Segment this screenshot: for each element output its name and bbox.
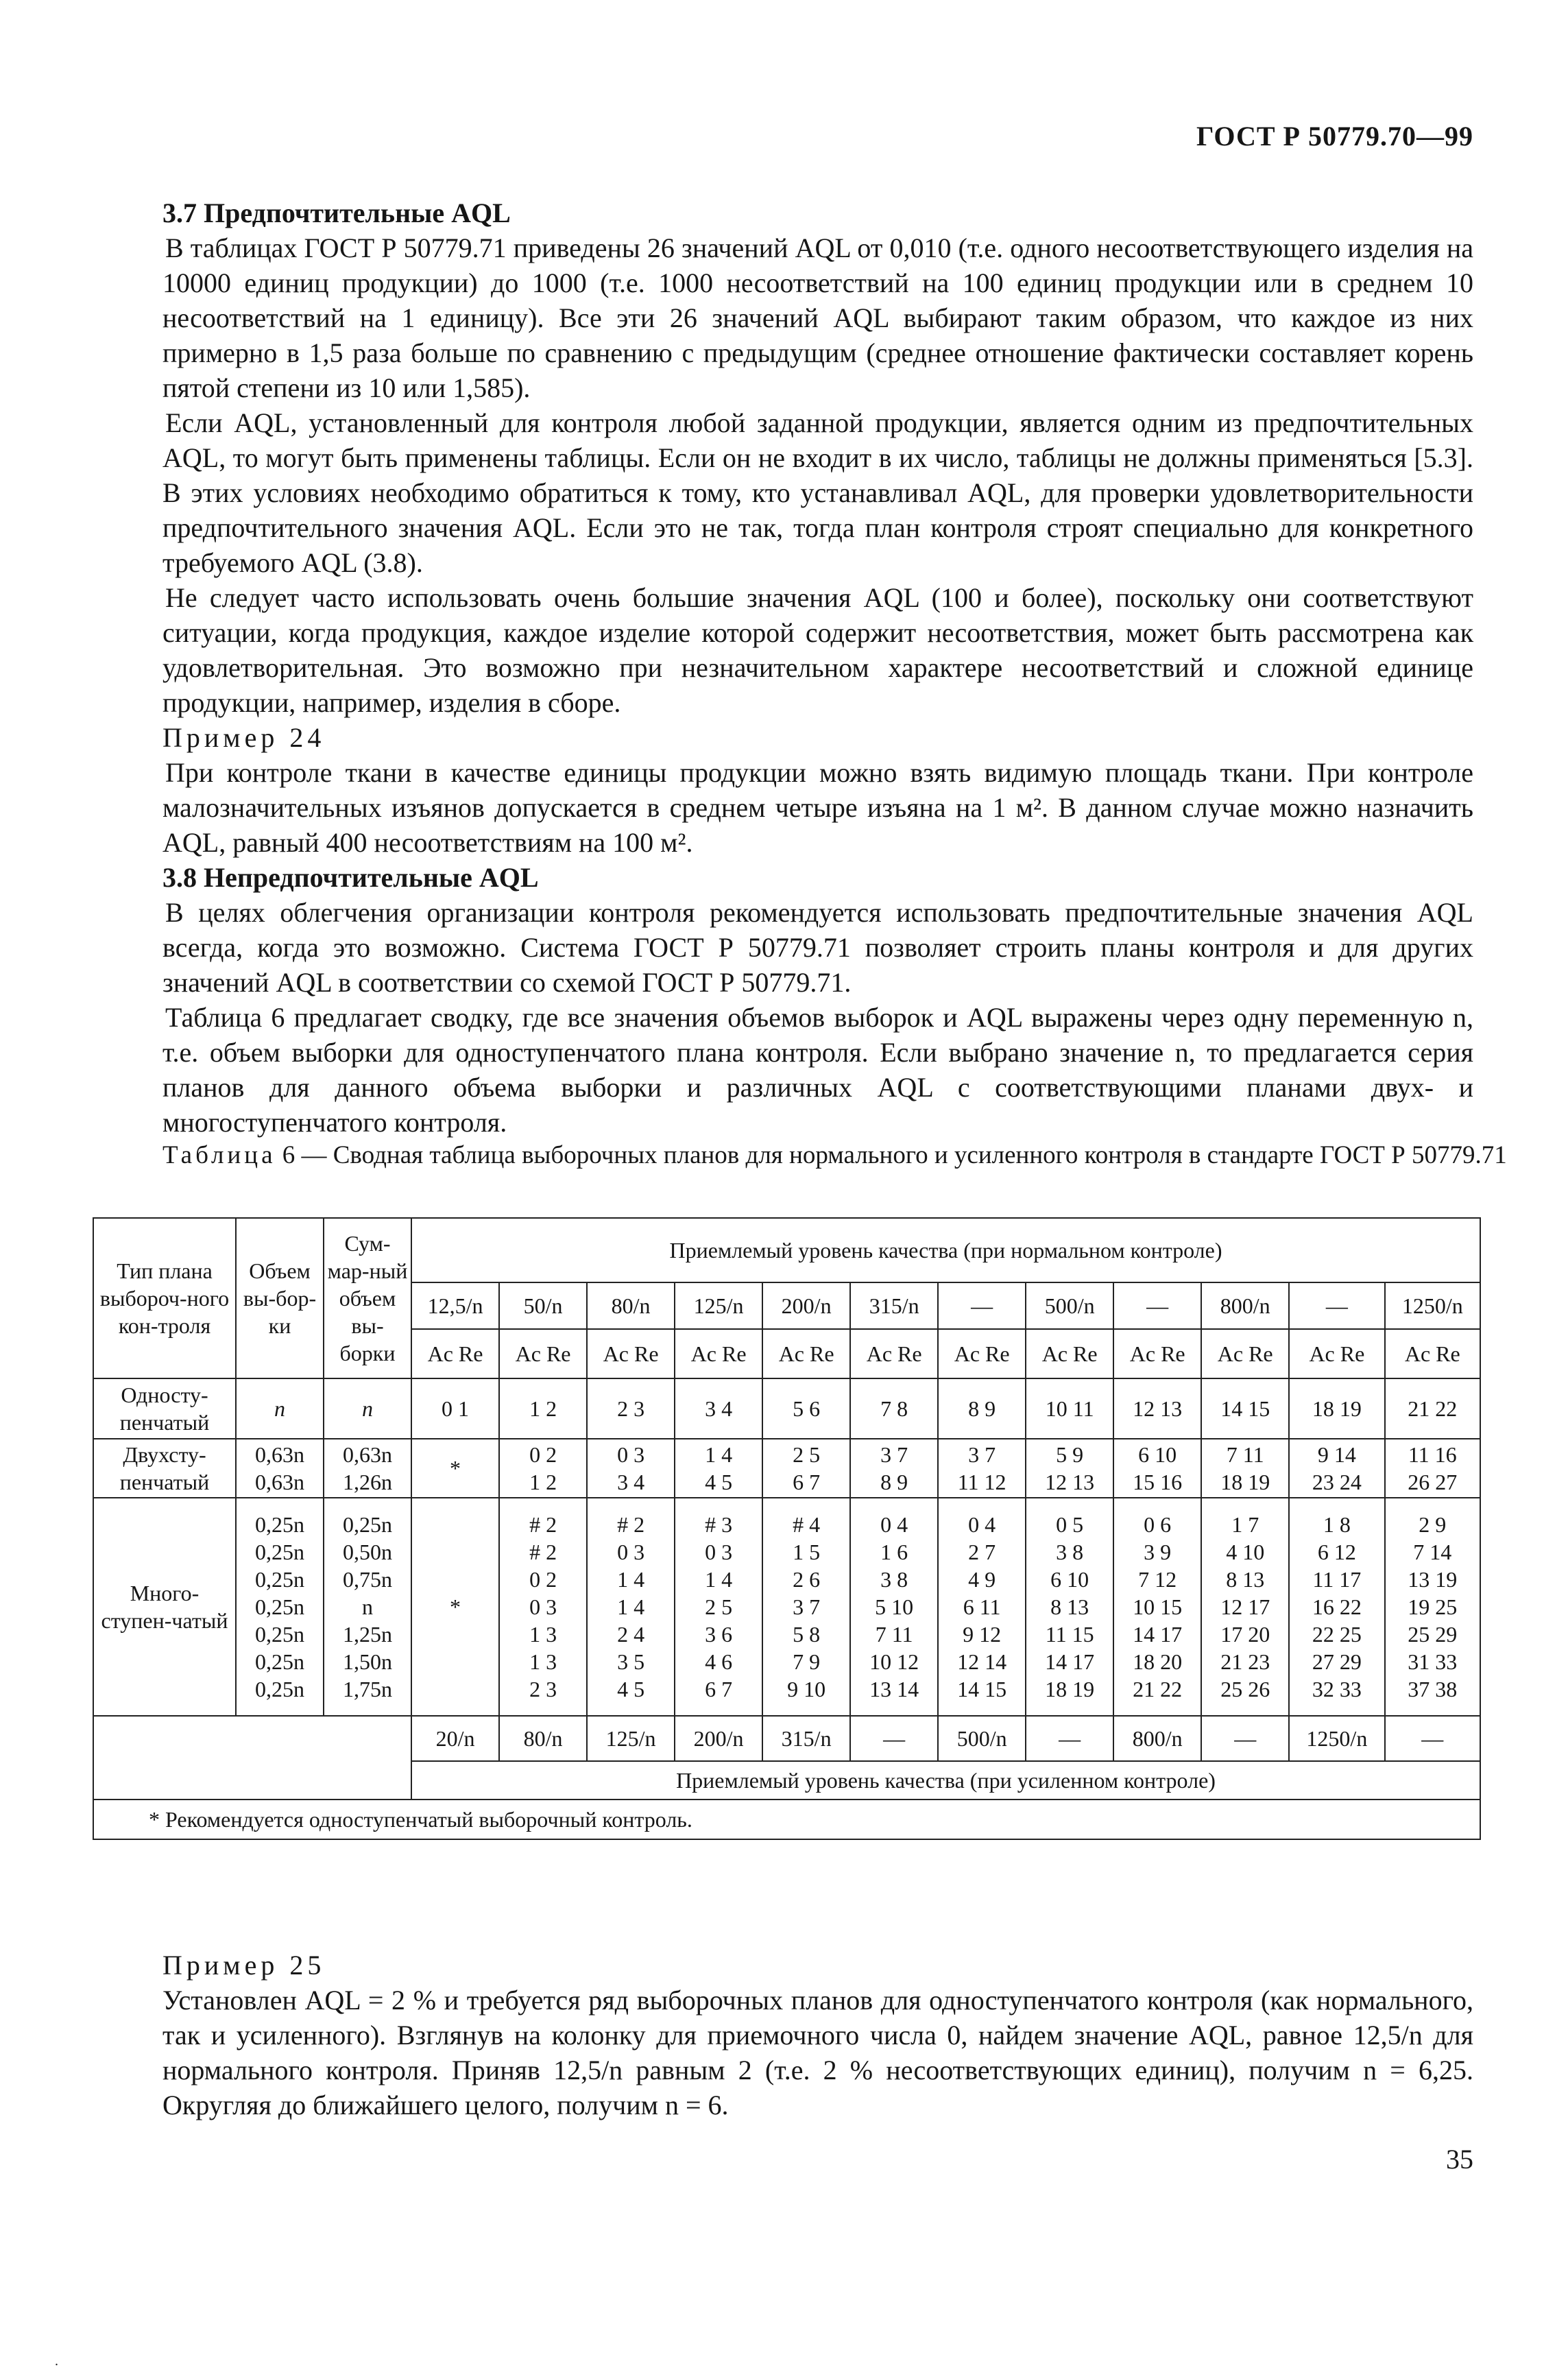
acre-header-cell: Ac Re xyxy=(850,1329,938,1378)
tightened-aql-cell: 500/n xyxy=(938,1716,1026,1761)
example-25 xyxy=(162,1948,1473,2123)
tightened-aql-cell: 315/n xyxy=(762,1716,850,1761)
normal-aql-cell: 125/n xyxy=(675,1282,762,1329)
paragraph: Установлен AQL = 2 % и требуется ряд выборочных планов для одноступенчатого контроля (как нормального, так и усиленного). Взглянув на колонку для приемочного числа 0, найдем значение AQL, равное 12,5/n для нормального контроля. Приняв 12,5/n равным 2 (т.е. 2 % несоответствующих единиц), получим n = 6,25. Округляя до ближайшего целого, получим n = 6. xyxy=(162,1985,1473,2120)
tightened-aql-cell: — xyxy=(1201,1716,1289,1761)
normal-aql-cell: — xyxy=(938,1282,1026,1329)
acre-header-cell: Ac Re xyxy=(1026,1329,1113,1378)
acre-value-cell: 3 4 xyxy=(675,1378,762,1439)
paragraph: Таблица 6 предлагает сводку, где все значения объемов выборок и AQL выражены через одну переменную n, т.е. объем выборки для одноступенчатого плана контроля. Если выбрано значение n, то предлагается серия планов для данного объема выборки и различных AQL с соответствующими планами двух- и многоступенчатого контроля. xyxy=(162,1002,1473,1138)
header-plan-type: Тип плана выбороч-ного кон-троля xyxy=(93,1218,236,1378)
acre-value-cell: 10 11 xyxy=(1026,1378,1113,1439)
paragraph: В таблицах ГОСТ Р 50779.71 приведены 26 значений AQL от 0,010 (т.е. одного несоответствующего изделия на 10000 единиц продукции) до 1000 (т.е. 1000 несоответствий на 100 единиц продукции или в среднем 10 несоответствий на 1 единицу). Все эти 26 значений AQL выбирают таким образом, что каждое из них примерно в 1,5 раза больше по сравнению с предыдущим (среднее отношение фактически составляет корень пятой степени из 10 или 1,585). xyxy=(162,232,1473,403)
table-caption xyxy=(162,1140,1541,1171)
acre-value-cell: 12 13 xyxy=(1113,1378,1201,1439)
acre-value-cell: 1 7 4 10 8 13 12 17 17 20 21 23 25 26 xyxy=(1201,1498,1289,1716)
tightened-aql-cell: — xyxy=(1026,1716,1113,1761)
acre-value-cell: 3 7 8 9 xyxy=(850,1439,938,1498)
acre-header-cell: Ac Re xyxy=(1385,1329,1480,1378)
section-heading: 3.8 Непредпочтительные AQL xyxy=(162,862,539,893)
acre-value-cell: 18 19 xyxy=(1289,1378,1384,1439)
table-row-single xyxy=(93,1378,1480,1439)
acre-value-cell: 6 10 15 16 xyxy=(1113,1439,1201,1498)
acre-value-cell: 0 2 1 2 xyxy=(499,1439,587,1498)
acre-value-cell: * xyxy=(411,1439,499,1498)
sampling-plans-table xyxy=(93,1217,1481,1840)
acre-value-cell: * xyxy=(411,1498,499,1716)
acre-value-cell: 9 14 23 24 xyxy=(1289,1439,1384,1498)
example-label: Пример 24 xyxy=(162,722,326,753)
acre-value-cell: 1 4 4 5 xyxy=(675,1439,762,1498)
normal-aql-cell: 1250/n xyxy=(1385,1282,1480,1329)
table-footnote: * Рекомендуется одноступенчатый выборочный контроль. xyxy=(93,1800,1480,1839)
acre-header-cell: Ac Re xyxy=(1113,1329,1201,1378)
acre-value-cell: 2 3 xyxy=(587,1378,675,1439)
acre-value-cell: 0 5 3 8 6 10 8 13 11 15 14 17 18 19 xyxy=(1026,1498,1113,1716)
acre-header-cell: Ac Re xyxy=(1289,1329,1384,1378)
acre-header-cell: Ac Re xyxy=(411,1329,499,1378)
acre-value-cell: 0 6 3 9 7 12 10 15 14 17 18 20 21 22 xyxy=(1113,1498,1201,1716)
acre-header-cell: Ac Re xyxy=(675,1329,762,1378)
paragraph: В целях облегчения организации контроля рекомендуется использовать предпочтительные значения AQL всегда, когда это возможно. Система ГОСТ Р 50779.71 позволяет строить планы контроля и для других значений AQL в соответствии со схемой ГОСТ Р 50779.71. xyxy=(162,897,1473,998)
document-header: ГОСТ Р 50779.70—99 xyxy=(1196,121,1473,152)
acre-value-cell: # 3 0 3 1 4 2 5 3 6 4 6 6 7 xyxy=(675,1498,762,1716)
normal-aql-cell: 315/n xyxy=(850,1282,938,1329)
section-heading: 3.7 Предпочтительные AQL xyxy=(162,198,511,228)
main-content xyxy=(162,195,1507,1171)
normal-aql-cell: — xyxy=(1113,1282,1201,1329)
paragraph: Если AQL, установленный для контроля любой заданной продукции, является одним из предпочтительных AQL, то могут быть применены таблицы. Если он не входит в их число, таблицы не должны применяться [5.3]. В этих условиях необходимо обратиться к тому, кто устанавливал AQL, для проверки удовлетворительности предпочтительного значения AQL. Если это не так, тогда план контроля строят специально для конкретного требуемого AQL (3.8). xyxy=(162,407,1473,578)
table-caption-label: Таблица xyxy=(162,1141,276,1169)
normal-aql-cell: 50/n xyxy=(499,1282,587,1329)
acre-value-cell: 3 7 11 12 xyxy=(938,1439,1026,1498)
acre-header-cell: Ac Re xyxy=(938,1329,1026,1378)
tightened-aql-cell: 125/n xyxy=(587,1716,675,1761)
acre-value-cell: 5 9 12 13 xyxy=(1026,1439,1113,1498)
normal-aql-cell: 500/n xyxy=(1026,1282,1113,1329)
acre-value-cell: 11 16 26 27 xyxy=(1385,1439,1480,1498)
acre-value-cell: # 2 # 2 0 2 0 3 1 3 1 3 2 3 xyxy=(499,1498,587,1716)
plan-type-multiple: Много-ступен-чатый xyxy=(93,1498,236,1716)
acre-header-cell: Ac Re xyxy=(762,1329,850,1378)
acre-value-cell: # 4 1 5 2 6 3 7 5 8 7 9 9 10 xyxy=(762,1498,850,1716)
acre-value-cell: 2 9 7 14 13 19 19 25 25 29 31 33 37 38 xyxy=(1385,1498,1480,1716)
cumulative-single: n xyxy=(324,1378,411,1439)
header-tightened-aql: Приемлемый уровень качества (при усиленном контроле) xyxy=(411,1761,1480,1800)
page-number: 35 xyxy=(1446,2144,1473,2175)
cumulative-double: 0,63n 1,26n xyxy=(324,1439,411,1498)
normal-aql-cell: 80/n xyxy=(587,1282,675,1329)
acre-value-cell: 7 11 18 19 xyxy=(1201,1439,1289,1498)
header-cumulative-size: Сум-мар-ный объем вы-борки xyxy=(324,1218,411,1378)
table-row-multiple xyxy=(93,1498,1480,1716)
acre-value-cell: 0 4 1 6 3 8 5 10 7 11 10 12 13 14 xyxy=(850,1498,938,1716)
acre-value-cell: 0 1 xyxy=(411,1378,499,1439)
empty-corner xyxy=(93,1716,411,1800)
acre-value-cell: 0 3 3 4 xyxy=(587,1439,675,1498)
corner-mark: . xyxy=(55,2354,58,2369)
normal-aql-cell: 12,5/n xyxy=(411,1282,499,1329)
acre-header-cell: Ac Re xyxy=(499,1329,587,1378)
plan-type-double: Двухсту-пенчатый xyxy=(93,1439,236,1498)
example-label: Пример 25 xyxy=(162,1950,326,1981)
acre-value-cell: 5 6 xyxy=(762,1378,850,1439)
header-normal-aql: Приемлемый уровень качества (при нормальном контроле) xyxy=(411,1218,1480,1282)
sample-size-single: n xyxy=(236,1378,324,1439)
acre-header-cell: Ac Re xyxy=(1201,1329,1289,1378)
tightened-aql-cell: 20/n xyxy=(411,1716,499,1761)
table-row-double xyxy=(93,1439,1480,1498)
sample-size-multiple: 0,25n 0,25n 0,25n 0,25n 0,25n 0,25n 0,25n xyxy=(236,1498,324,1716)
tightened-aql-cell: 80/n xyxy=(499,1716,587,1761)
acre-value-cell: 21 22 xyxy=(1385,1378,1480,1439)
acre-value-cell: 8 9 xyxy=(938,1378,1026,1439)
acre-value-cell: 7 8 xyxy=(850,1378,938,1439)
sample-size-double: 0,63n 0,63n xyxy=(236,1439,324,1498)
tightened-aql-row xyxy=(93,1716,1480,1761)
plan-type-single: Односту-пенчатый xyxy=(93,1378,236,1439)
tightened-aql-cell: 800/n xyxy=(1113,1716,1201,1761)
acre-value-cell: 14 15 xyxy=(1201,1378,1289,1439)
acre-value-cell: 0 4 2 7 4 9 6 11 9 12 12 14 14 15 xyxy=(938,1498,1026,1716)
table-caption-text: 6 — Сводная таблица выборочных планов для нормального и усиленного контроля в стандарте ГОСТ Р 50779.71 xyxy=(276,1141,1507,1169)
paragraph: При контроле ткани в качестве единицы продукции можно взять видимую площадь ткани. При контроле малозначительных изъянов допускается в среднем четыре изъяна на 1 м². В данном случае можно назначить AQL, равный 400 несоответствиям на 100 м². xyxy=(162,757,1473,858)
normal-aql-cell: — xyxy=(1289,1282,1384,1329)
header-sample-size: Объем вы-бор-ки xyxy=(236,1218,324,1378)
paragraph: Не следует часто использовать очень большие значения AQL (100 и более), поскольку они соответствуют ситуации, когда продукция, каждое изделие которой содержит несоответствия, может быть рассмотрена как удовлетворительная. Это возможно при незначительном характере несоответствий и сложной единице продукции, например, изделия в сборе. xyxy=(162,582,1473,718)
acre-header-cell: Ac Re xyxy=(587,1329,675,1378)
acre-value-cell: # 2 0 3 1 4 1 4 2 4 3 5 4 5 xyxy=(587,1498,675,1716)
acre-value-cell: 1 8 6 12 11 17 16 22 22 25 27 29 32 33 xyxy=(1289,1498,1384,1716)
tightened-aql-cell: — xyxy=(850,1716,938,1761)
acre-value-cell: 1 2 xyxy=(499,1378,587,1439)
cumulative-multiple: 0,25n 0,50n 0,75n n 1,25n 1,50n 1,75n xyxy=(324,1498,411,1716)
normal-aql-cell: 800/n xyxy=(1201,1282,1289,1329)
tightened-aql-cell: — xyxy=(1385,1716,1480,1761)
tightened-aql-cell: 1250/n xyxy=(1289,1716,1384,1761)
normal-aql-cell: 200/n xyxy=(762,1282,850,1329)
acre-value-cell: 2 5 6 7 xyxy=(762,1439,850,1498)
tightened-aql-cell: 200/n xyxy=(675,1716,762,1761)
